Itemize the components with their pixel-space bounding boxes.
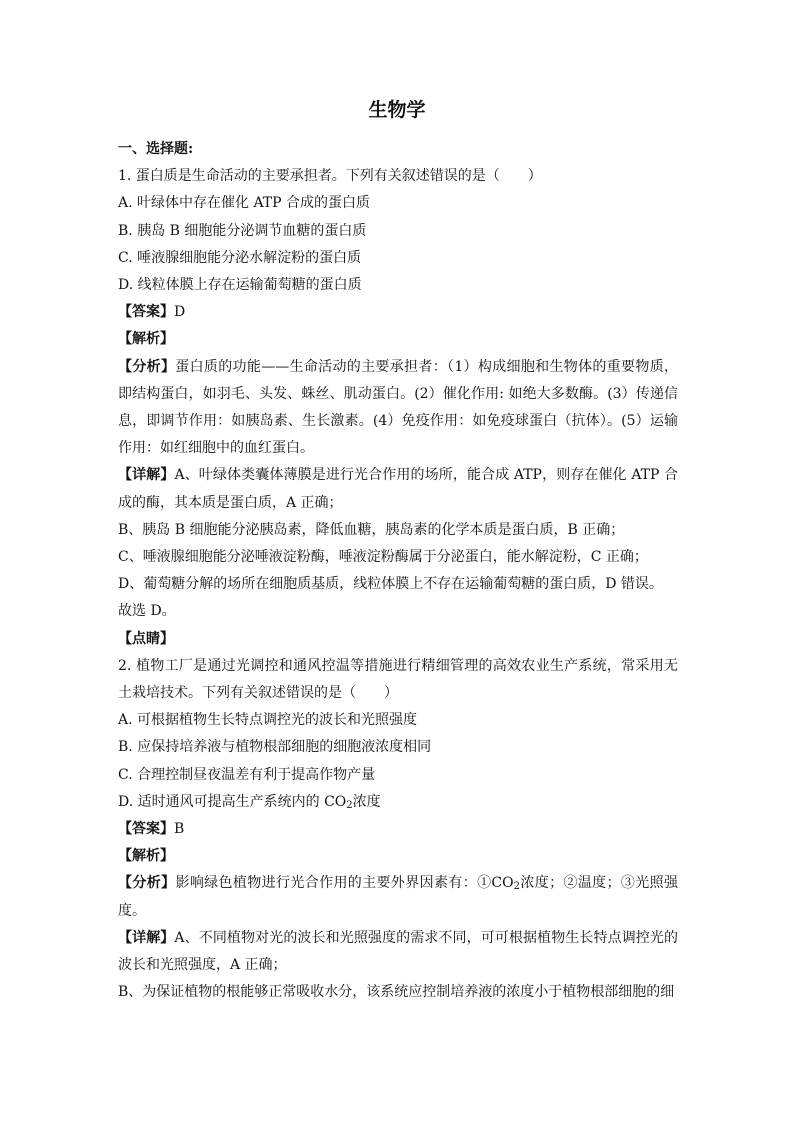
- q2-option-d-text: D. 适时通风可提高生产系统内的 CO: [118, 793, 347, 810]
- q1-xiangjie-a: A、叶绿体类囊体薄膜是进行光合作用的场所，能合成 ATP，则存在催化 ATP 合成的酶，其本质是蛋白质，A 正确；: [118, 467, 679, 511]
- q2-fenxi-tail: 浓度；②温度；③光照强度。: [118, 875, 678, 919]
- q2-option-d: [118, 789, 678, 816]
- q1-detail-d: D、葡萄糖分解的场所在细胞质基质，线粒体膜上不存在运输葡萄糖的蛋白质，D 错误。: [118, 576, 663, 593]
- q2-answer: [118, 816, 678, 843]
- q1-option-a: A. 叶绿体中存在催化 ATP 合成的蛋白质: [118, 195, 371, 212]
- q2-stem: 2. 植物工厂是通过光调控和通风控温等措施进行精细管理的高效农业生产系统，常采用无土栽培技术。下列有关叙述错误的是（ ）: [118, 657, 678, 702]
- q1-option-d: D. 线粒体膜上存在运输葡萄糖的蛋白质: [118, 277, 362, 294]
- q2-option-d-subscript: 2: [346, 799, 353, 811]
- q1-detail-c: C、唾液腺细胞能分泌唾液淀粉酶，唾液淀粉酶属于分泌蛋白，能水解淀粉，C 正确；: [118, 549, 648, 566]
- q2-fenxi-text: 影响绿色植物进行光合作用的主要外界因素有：①CO: [175, 875, 514, 892]
- q2-fenxi-subscript: 2: [513, 881, 520, 893]
- q2-option-c: C. 合理控制昼夜温差有利于提高作物产量: [118, 766, 376, 783]
- section-heading: 一、选择题:: [118, 141, 194, 157]
- q2-fenxi-label: 【分析】: [118, 875, 176, 892]
- q2-jiexi-label: 【解析】: [118, 848, 174, 865]
- q2-option-a: A. 可根据植物生长特点调控光的波长和光照强度: [118, 712, 418, 729]
- q2-answer-label: 【答案】: [118, 821, 174, 838]
- q2-answer-value: B: [174, 821, 185, 838]
- q2-xiangjie-a: A、不同植物对光的波长和光照强度的需求不同，可可根据植物生长特点调控光的波长和光照强度，A 正确；: [118, 929, 679, 974]
- q2-xiangjie-label: 【详解】: [118, 929, 175, 946]
- page-title: 生物学: [368, 99, 426, 121]
- q1-answer: [118, 299, 678, 326]
- q1-dianjing-label: 【点睛】: [118, 630, 174, 647]
- q1-xiangjie-label: 【详解】: [118, 467, 175, 484]
- q2-detail-b: B、为保证植物的根能够正常吸收水分，该系统应控制培养液的浓度小于植物根部细胞的细: [118, 984, 675, 1001]
- q1-detail-b: B、胰岛 B 细胞能分泌胰岛素，降低血糖，胰岛素的化学本质是蛋白质，B 正确；: [118, 521, 625, 538]
- q1-jiexi-label: 【解析】: [118, 331, 174, 348]
- q1-answer-label: 【答案】: [118, 304, 174, 321]
- q2-analysis: [118, 870, 678, 924]
- q1-option-b: B. 胰岛 B 细胞能分泌调节血糖的蛋白质: [118, 222, 367, 239]
- q2-option-b: B. 应保持培养液与植物根部细胞的细胞液浓度相同: [118, 739, 432, 756]
- q1-detail: [118, 462, 678, 516]
- q2-detail: [118, 925, 678, 979]
- q1-answer-value: D: [174, 304, 186, 321]
- q1-fenxi-text: 蛋白质的功能——生命活动的主要承担者：（1）构成细胞和生物体的重要物质，即结构蛋白，如羽毛、头发、蛛丝、肌动蛋白。(2）催化作用: 如绝大多数酶。(3）传递信息，即调节作用：如胰岛素、生长激素。(4）免疫作用：如免疫球蛋白（抗体）。(5）运输作用：如红细胞中的血红蛋白。: [118, 358, 679, 457]
- document-body: [118, 136, 678, 1007]
- q1-analysis: [118, 354, 678, 463]
- q1-fenxi-label: 【分析】: [118, 358, 176, 375]
- q2-option-d-tail: 浓度: [352, 793, 381, 810]
- q1-option-c: C. 唾液腺细胞能分泌水解淀粉的蛋白质: [118, 249, 362, 266]
- q1-stem: 1. 蛋白质是生命活动的主要承担者。下列有关叙述错误的是（ ）: [118, 168, 542, 185]
- q1-conclusion: 故选 D。: [118, 603, 176, 620]
